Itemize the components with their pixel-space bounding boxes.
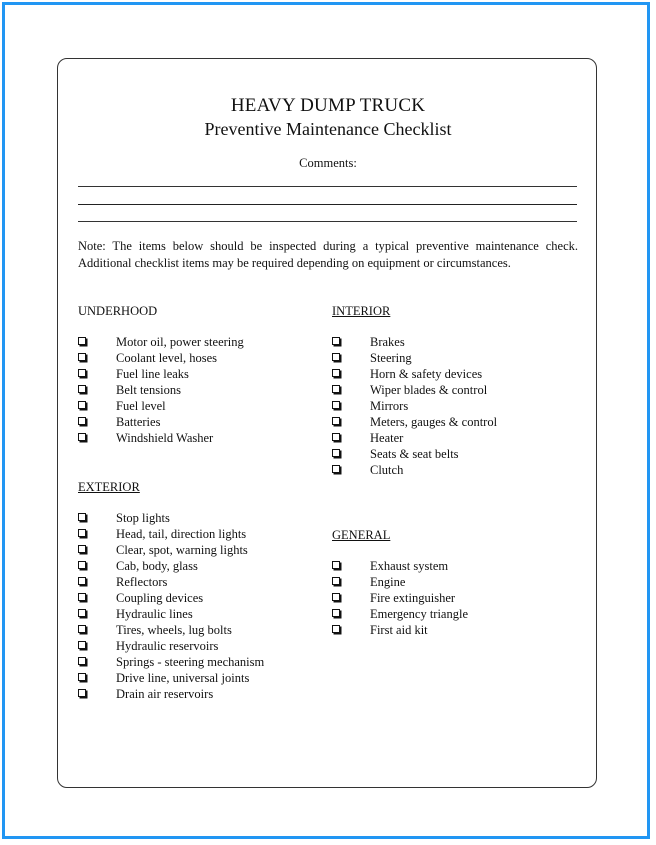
checklist-item-label: Wiper blades & control bbox=[370, 383, 488, 397]
checklist-item-label: Hydraulic reservoirs bbox=[116, 639, 219, 653]
checkbox[interactable] bbox=[332, 337, 340, 345]
checkbox[interactable] bbox=[332, 353, 340, 361]
comments-label: Comments: bbox=[299, 156, 357, 170]
comment-line-1 bbox=[78, 186, 577, 187]
checkbox[interactable] bbox=[78, 641, 86, 649]
checklist-item-label: Motor oil, power steering bbox=[116, 335, 244, 349]
note-text: Note: The items below should be inspected during a typical preventive maintenance check. Additional checklist items may be required depending on equipment or circumstances. bbox=[78, 239, 578, 270]
checklist-item-label: Drive line, universal joints bbox=[116, 671, 250, 685]
checkbox[interactable] bbox=[78, 417, 86, 425]
checkbox[interactable] bbox=[78, 545, 86, 553]
checklist-item-label: Springs - steering mechanism bbox=[116, 655, 265, 669]
checkbox[interactable] bbox=[332, 465, 340, 473]
exterior-heading: EXTERIOR bbox=[78, 480, 140, 494]
checkbox[interactable] bbox=[78, 593, 86, 601]
checkbox[interactable] bbox=[332, 417, 340, 425]
checkbox[interactable] bbox=[78, 529, 86, 537]
checkbox[interactable] bbox=[332, 593, 340, 601]
checkbox[interactable] bbox=[332, 433, 340, 441]
checklist-item-label: Reflectors bbox=[116, 575, 168, 589]
checklist-item-label: Clutch bbox=[370, 463, 404, 477]
checklist-item-label: Emergency triangle bbox=[370, 607, 468, 621]
checklist-item-label: Cab, body, glass bbox=[116, 559, 198, 573]
checkbox[interactable] bbox=[78, 625, 86, 633]
checklist-item-label: Engine bbox=[370, 575, 406, 589]
checklist-item-label: Mirrors bbox=[370, 399, 409, 413]
checkbox[interactable] bbox=[332, 369, 340, 377]
checkbox[interactable] bbox=[78, 433, 86, 441]
underhood-heading: UNDERHOOD bbox=[78, 304, 158, 318]
checklist-item-label: Coolant level, hoses bbox=[116, 351, 218, 365]
checklist-item-label: Tires, wheels, lug bolts bbox=[116, 623, 232, 637]
checkbox[interactable] bbox=[332, 385, 340, 393]
checklist-item-label: Horn & safety devices bbox=[370, 367, 483, 381]
checkbox[interactable] bbox=[78, 577, 86, 585]
checklist-item-label: Head, tail, direction lights bbox=[116, 527, 247, 541]
checklist-item-label: Windshield Washer bbox=[116, 431, 214, 445]
checklist-item-label: Exhaust system bbox=[370, 559, 449, 573]
checkbox[interactable] bbox=[78, 401, 86, 409]
checkbox[interactable] bbox=[332, 561, 340, 569]
checklist-item-label: Hydraulic lines bbox=[116, 607, 193, 621]
checkbox[interactable] bbox=[332, 449, 340, 457]
interior-heading: INTERIOR bbox=[332, 304, 391, 318]
checkbox[interactable] bbox=[332, 577, 340, 585]
checkbox[interactable] bbox=[78, 657, 86, 665]
comment-line-3 bbox=[78, 221, 577, 222]
checklist-item-label: First aid kit bbox=[370, 623, 428, 637]
checklist-item-label: Fuel line leaks bbox=[116, 367, 189, 381]
checklist-item-label: Steering bbox=[370, 351, 412, 365]
checkbox[interactable] bbox=[78, 689, 86, 697]
checkbox[interactable] bbox=[78, 369, 86, 377]
checklist-item-label: Clear, spot, warning lights bbox=[116, 543, 248, 557]
checklist-item-label: Fuel level bbox=[116, 399, 166, 413]
checkbox[interactable] bbox=[332, 625, 340, 633]
checklist-item-label: Belt tensions bbox=[116, 383, 181, 397]
checkbox[interactable] bbox=[332, 401, 340, 409]
comment-line-2 bbox=[78, 204, 577, 205]
checklist-item-label: Fire extinguisher bbox=[370, 591, 456, 605]
checkbox[interactable] bbox=[78, 385, 86, 393]
checklist-item-label: Seats & seat belts bbox=[370, 447, 459, 461]
document-subtitle: Preventive Maintenance Checklist bbox=[204, 119, 452, 139]
checklist-item-label: Meters, gauges & control bbox=[370, 415, 498, 429]
checklist-item-label: Batteries bbox=[116, 415, 161, 429]
checkbox[interactable] bbox=[78, 561, 86, 569]
checkbox[interactable] bbox=[78, 337, 86, 345]
checkbox[interactable] bbox=[78, 513, 86, 521]
document-title: HEAVY DUMP TRUCK bbox=[230, 95, 426, 116]
checklist-item-label: Brakes bbox=[370, 335, 405, 349]
checkbox[interactable] bbox=[78, 353, 86, 361]
checklist-item-label: Heater bbox=[370, 431, 404, 445]
checklist-item-label: Stop lights bbox=[116, 511, 170, 525]
general-heading: GENERAL bbox=[332, 528, 391, 542]
checklist-item-label: Coupling devices bbox=[116, 591, 204, 605]
checkbox[interactable] bbox=[78, 609, 86, 617]
checklist-item-label: Drain air reservoirs bbox=[116, 687, 214, 701]
checkbox[interactable] bbox=[78, 673, 86, 681]
checkbox[interactable] bbox=[332, 609, 340, 617]
